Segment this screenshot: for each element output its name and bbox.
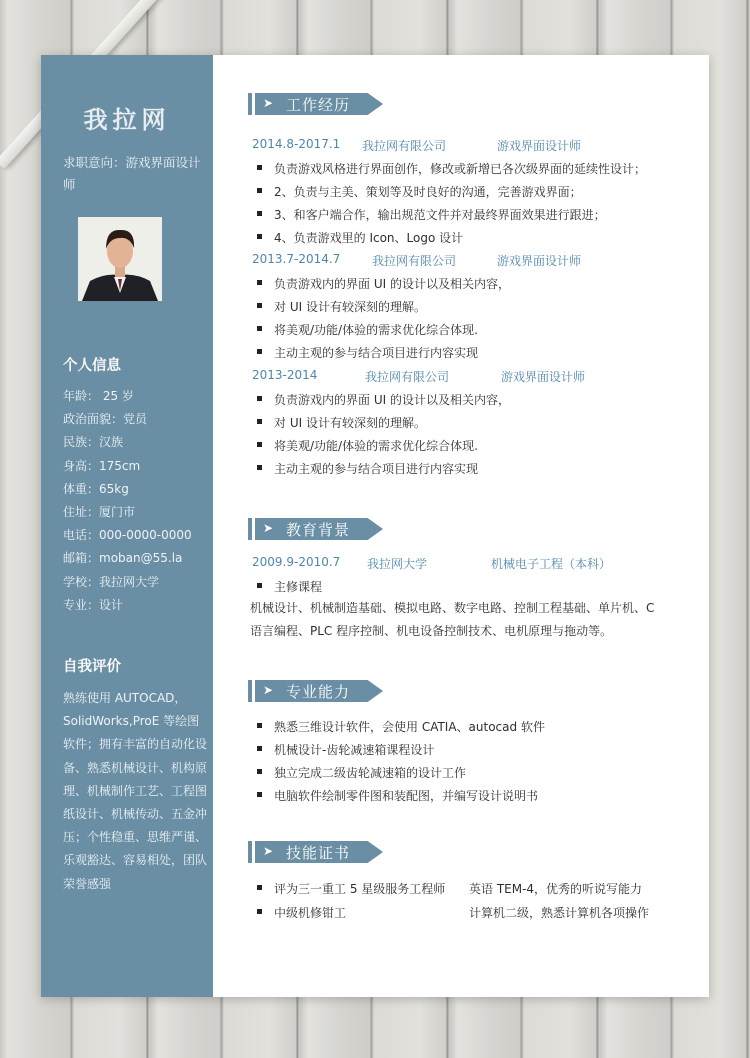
job-date: 2013-2014 [252, 368, 318, 382]
info-age: 年龄： 25 岁 [63, 389, 134, 403]
edu-date: 2009.9-2010.7 [252, 555, 341, 569]
job-company: 我拉网有限公司 [372, 254, 457, 268]
info-email: 邮箱：moban@55.la [63, 551, 183, 566]
list-item: 4、负责游戏里的 Icon、Logo 设计 [250, 229, 724, 246]
resume-sheet [41, 55, 709, 997]
list-item: 负责游戏内的界面 UI 的设计以及相关内容， [250, 275, 724, 292]
arrow-icon: ➤ [263, 683, 274, 697]
section-skills-title: 专业能力 [286, 683, 351, 701]
info-politics: 政治面貌：党员 [63, 412, 148, 427]
course-label: 主修课程 [250, 578, 724, 595]
section-education-header [248, 518, 390, 540]
cert-right: 英语 TEM-4，优秀的听说写能力 [469, 882, 643, 896]
section-work-header [248, 93, 390, 115]
main-content [248, 55, 703, 997]
section-certs-title: 技能证书 [286, 844, 351, 862]
edu-school: 我拉网大学 [367, 557, 428, 571]
sidebar [41, 55, 213, 997]
job-role: 游戏界面设计师 [501, 370, 586, 384]
job-date: 2014.8-2017.1 [252, 137, 341, 151]
info-major: 专业：设计 [63, 597, 124, 612]
cert-left: 评为三一重工 5 星级服务工程师 [250, 880, 445, 897]
info-school: 学校：我拉网大学 [63, 574, 160, 589]
section-work-title: 工作经历 [286, 96, 351, 114]
job-role: 游戏界面设计师 [497, 139, 582, 153]
section-education-title: 教育背景 [286, 521, 351, 539]
list-item: 3、和客户端合作，输出规范文件并对最终界面效果进行跟进； [250, 206, 724, 223]
personal-info-list [63, 385, 203, 617]
candidate-name: 我拉网 [83, 106, 171, 134]
list-item: 电脑软件绘制零件图和装配图，并编写设计说明书 [250, 787, 724, 804]
arrow-icon: ➤ [263, 521, 274, 535]
job-company: 我拉网有限公司 [365, 370, 450, 384]
list-item: 对 UI 设计有较深刻的理解。 [250, 298, 724, 315]
list-item: 对 UI 设计有较深刻的理解。 [250, 414, 724, 431]
info-phone: 电话：000-0000-0000 [63, 528, 192, 543]
cert-left: 中级机修钳工 [250, 904, 346, 921]
info-ethnicity: 民族：汉族 [63, 435, 124, 450]
list-item: 机械设计-齿轮减速箱课程设计 [250, 741, 724, 758]
list-item: 2、负责与主美、策划等及时良好的沟通，完善游戏界面； [250, 183, 724, 200]
job-role: 游戏界面设计师 [497, 254, 582, 268]
list-item: 熟悉三维设计软件，会使用 CATIA、autocad 软件 [250, 718, 724, 735]
job-date: 2013.7-2014.7 [252, 252, 341, 266]
self-eval-text: 熟练使用 AUTOCAD，SolidWorks,ProE 等绘图软件；拥有丰富的自动化设备、熟悉机械设计、机构原理、机械制作工艺、工程图纸设计、机械传动、五金冲压；个性稳重、思维严谨、乐观豁达、容易相处，团队荣誉感强 [63, 691, 208, 891]
cert-right: 计算机二级，熟悉计算机各项操作 [469, 906, 650, 920]
list-item: 主动主观的参与结合项目进行内容实现 [250, 460, 724, 477]
job-intent: 求职意向：游戏界面设计师 [63, 155, 201, 192]
list-item: 将美观/功能/体验的需求优化综合体现. [250, 321, 724, 338]
personal-info-title: 个人信息 [63, 358, 121, 374]
job-company: 我拉网有限公司 [362, 139, 447, 153]
info-address: 住址：厦门市 [63, 505, 136, 520]
info-weight: 体重：65kg [63, 481, 129, 496]
course-list: 机械设计、机械制造基础、模拟电路、数字电路、控制工程基础、单片机、C语言编程、PLC 程序控制、机电设备控制技术、电机原理与拖动等。 [250, 601, 655, 638]
portrait-illustration [78, 217, 162, 301]
info-height: 身高：175cm [63, 458, 141, 473]
list-item: 负责游戏风格进行界面创作，修改或新增已各次级界面的延续性设计； [250, 160, 724, 177]
profile-photo [78, 217, 162, 301]
self-eval-title: 自我评价 [63, 659, 121, 675]
edu-major: 机械电子工程（本科） [491, 557, 612, 571]
list-item: 负责游戏内的界面 UI 的设计以及相关内容， [250, 391, 724, 408]
list-item: 独立完成二级齿轮减速箱的设计工作 [250, 764, 724, 781]
section-certs-header [248, 841, 390, 863]
section-skills-header [248, 680, 390, 702]
arrow-icon: ➤ [263, 96, 274, 110]
list-item: 主动主观的参与结合项目进行内容实现 [250, 344, 724, 361]
arrow-icon: ➤ [263, 844, 274, 858]
list-item: 将美观/功能/体验的需求优化综合体现. [250, 437, 724, 454]
